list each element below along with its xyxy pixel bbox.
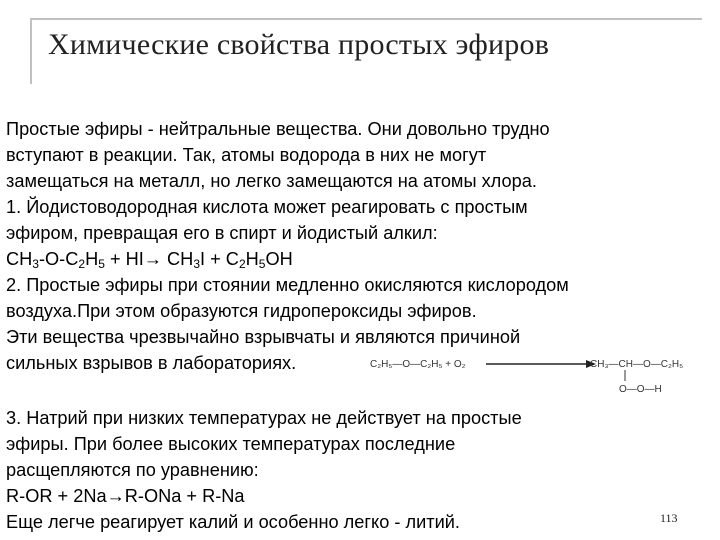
body-line-3: замещаться на металл, но легко замещаются на атомы хлора. bbox=[6, 171, 537, 191]
body-line-9: сильных взрывов в лабораториях. bbox=[6, 353, 297, 373]
body-line-10: 3. Натрий при низких температурах не действует на простые bbox=[6, 408, 522, 428]
reaction-reactants: C₂H₅—O—C₂H₅ + O₂ bbox=[370, 359, 466, 370]
body-line-4: 1. Йодистоводородная кислота может реагировать с простым bbox=[6, 197, 528, 217]
page-number: 113 bbox=[660, 511, 678, 525]
equation-na: R-OR + 2Na→R-ONa + R-Na bbox=[6, 486, 245, 506]
body-line-11: эфиры. При более высоких температурах последние bbox=[6, 434, 456, 454]
body-line-5: эфиром, превращая его в спирт и йодистый алкил: bbox=[6, 223, 438, 243]
slide-title: Химические свойства простых эфиров bbox=[48, 28, 550, 61]
oxidation-reaction-scheme bbox=[368, 353, 708, 395]
reaction-product-branch: O—O—H bbox=[619, 384, 662, 395]
body-line-14: Еще легче реагирует калий и особенно легко - литий. bbox=[6, 512, 460, 532]
body-line-2: вступают в реакции. Так, атомы водорода в них не могут bbox=[6, 145, 487, 165]
equation-hi: $CH_3-O-C_2H_5 + HI\to CH_3I + C_2H_5OH$ bbox=[6, 249, 293, 271]
body-line-7: воздуха.При этом образуются гидропероксиды эфиров. bbox=[6, 301, 477, 321]
body-line-12: расщепляются по уравнению: bbox=[6, 460, 259, 480]
body-line-6: 2. Простые эфиры при стоянии медленно окисляются кислородом bbox=[6, 275, 569, 295]
body-line-8: Эти вещества чрезвычайно взрывчаты и являются причиной bbox=[6, 327, 521, 347]
body-line-1: Простые эфиры - нейтральные вещества. Они довольно трудно bbox=[6, 119, 550, 139]
reaction-product-chain: CH₃—CH—O—C₂H₅ bbox=[590, 359, 684, 370]
